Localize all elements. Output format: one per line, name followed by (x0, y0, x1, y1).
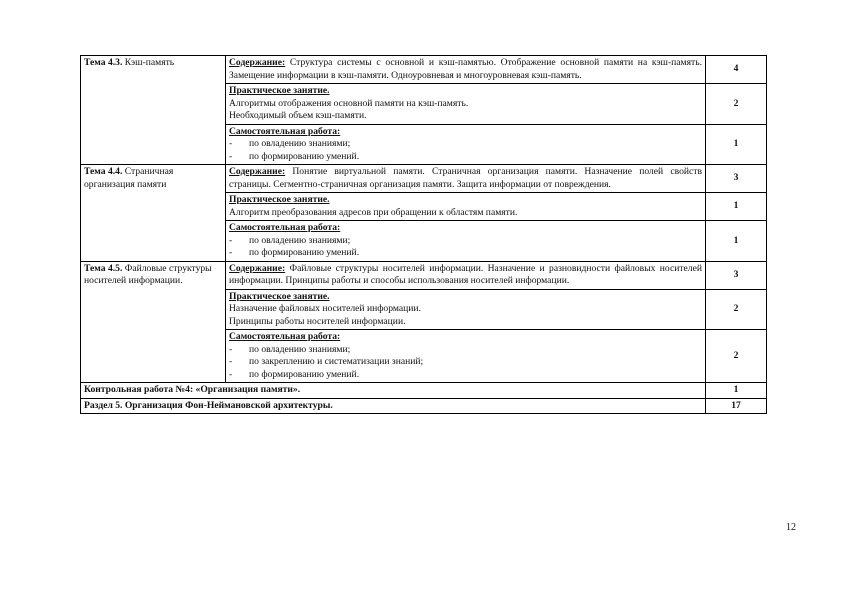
section-label: Раздел 5. Организация Фон-Неймановской архитектуры. (81, 398, 706, 414)
list-dash: - (229, 356, 233, 367)
self-study-item (229, 344, 702, 357)
topic-content-row (81, 56, 767, 84)
control-work-label: Контрольная работа №4: «Организация памяти». (81, 383, 706, 399)
topic-number: Тема 4.5. (84, 262, 123, 274)
practice-line: Необходимый объем кэш-памяти. (229, 110, 367, 121)
self-study-item-text: по формированию умений. (249, 150, 360, 162)
self-study-item-text: по овладению знаниями; (249, 343, 351, 355)
content-cell (226, 165, 706, 193)
study-plan-table (80, 55, 767, 414)
self-study-item-text: по формированию умений. (249, 368, 360, 380)
content-hours: 3 (706, 261, 767, 289)
list-dash: - (229, 150, 233, 162)
control-work-hours: 1 (706, 383, 767, 399)
self-study-item (229, 138, 702, 151)
list-dash: - (229, 368, 233, 380)
topic-cell (81, 261, 226, 383)
self-study-item (229, 356, 702, 369)
content-label: Содержание: (229, 57, 286, 68)
self-study-item (229, 235, 702, 248)
list-dash: - (229, 138, 233, 149)
self-study-hours: 1 (706, 124, 767, 165)
self-study-hours: 1 (706, 221, 767, 262)
list-dash: - (229, 234, 233, 246)
section-row (81, 398, 767, 414)
self-study-item (229, 151, 702, 164)
self-study-label: Самостоятельная работа: (229, 331, 341, 342)
content-label: Содержание: (229, 166, 286, 177)
self-study-item-text: по овладению знаниями; (249, 138, 351, 149)
topic-cell (81, 165, 226, 262)
practice-hours: 2 (706, 289, 767, 330)
self-study-hours: 2 (706, 330, 767, 383)
self-study-item-text: по закреплению и систематизации знаний; (249, 356, 424, 367)
content-hours: 4 (706, 56, 767, 84)
control-work-row (81, 383, 767, 399)
content-text: Структура системы с основной и кэш-памятью. Отображение основной памяти на кэш-память. Замещение информации в кэш-памяти. Одноуровневая и многоуровневая кэш-память. (229, 57, 702, 81)
practice-line: Алгоритмы отображения основной памяти на кэш-память. (229, 97, 469, 109)
list-dash: - (229, 247, 233, 258)
self-study-item-text: по овладению знаниями; (249, 234, 351, 246)
content-cell (226, 261, 706, 289)
topic-number: Тема 4.4. (84, 166, 123, 177)
practice-hours: 2 (706, 84, 767, 125)
topic-content-row (81, 165, 767, 193)
self-study-cell (226, 221, 706, 262)
practice-line: Алгоритм преобразования адресов при обращении к областям памяти. (229, 206, 518, 218)
practice-label: Практическое занятие. (229, 194, 330, 205)
self-study-cell (226, 330, 706, 383)
self-study-cell (226, 124, 706, 165)
practice-label: Практическое занятие. (229, 85, 330, 96)
practice-cell (226, 84, 706, 125)
content-hours: 3 (706, 165, 767, 193)
self-study-item (229, 369, 702, 382)
topic-name: Файловые структуры носителей информации. (84, 262, 212, 286)
practice-cell (226, 289, 706, 330)
self-study-label: Самостоятельная работа: (229, 125, 341, 137)
topic-content-row (81, 261, 767, 289)
list-dash: - (229, 343, 233, 355)
page-number: 12 (786, 522, 796, 533)
section-hours: 17 (706, 398, 767, 414)
practice-line: Принципы работы носителей информации. (229, 315, 406, 327)
topic-name: Кэш-память (124, 57, 175, 68)
content-cell (226, 56, 706, 84)
study-plan-body (81, 56, 767, 414)
topic-name: Страничная организация памяти (84, 166, 174, 190)
self-study-item (229, 247, 702, 260)
content-text: Файловые структуры носителей информации. Назначение и разновидности файловых носителей информации. Принципы работы и способы использования носителей информации. (229, 262, 702, 286)
practice-line: Назначение файловых носителей информации. (229, 303, 421, 314)
content-label: Содержание: (229, 262, 286, 274)
self-study-item-text: по формированию умений. (249, 247, 360, 258)
practice-label: Практическое занятие. (229, 290, 330, 302)
self-study-label: Самостоятельная работа: (229, 222, 341, 233)
practice-cell (226, 193, 706, 221)
topic-cell (81, 56, 226, 165)
topic-number: Тема 4.3. (84, 57, 123, 68)
content-text: Понятие виртуальной памяти. Страничная организация памяти. Назначение полей свойств страницы. Сегментно-страничная организация памяти. Защита информации от повреждения. (229, 166, 703, 190)
practice-hours: 1 (706, 193, 767, 221)
